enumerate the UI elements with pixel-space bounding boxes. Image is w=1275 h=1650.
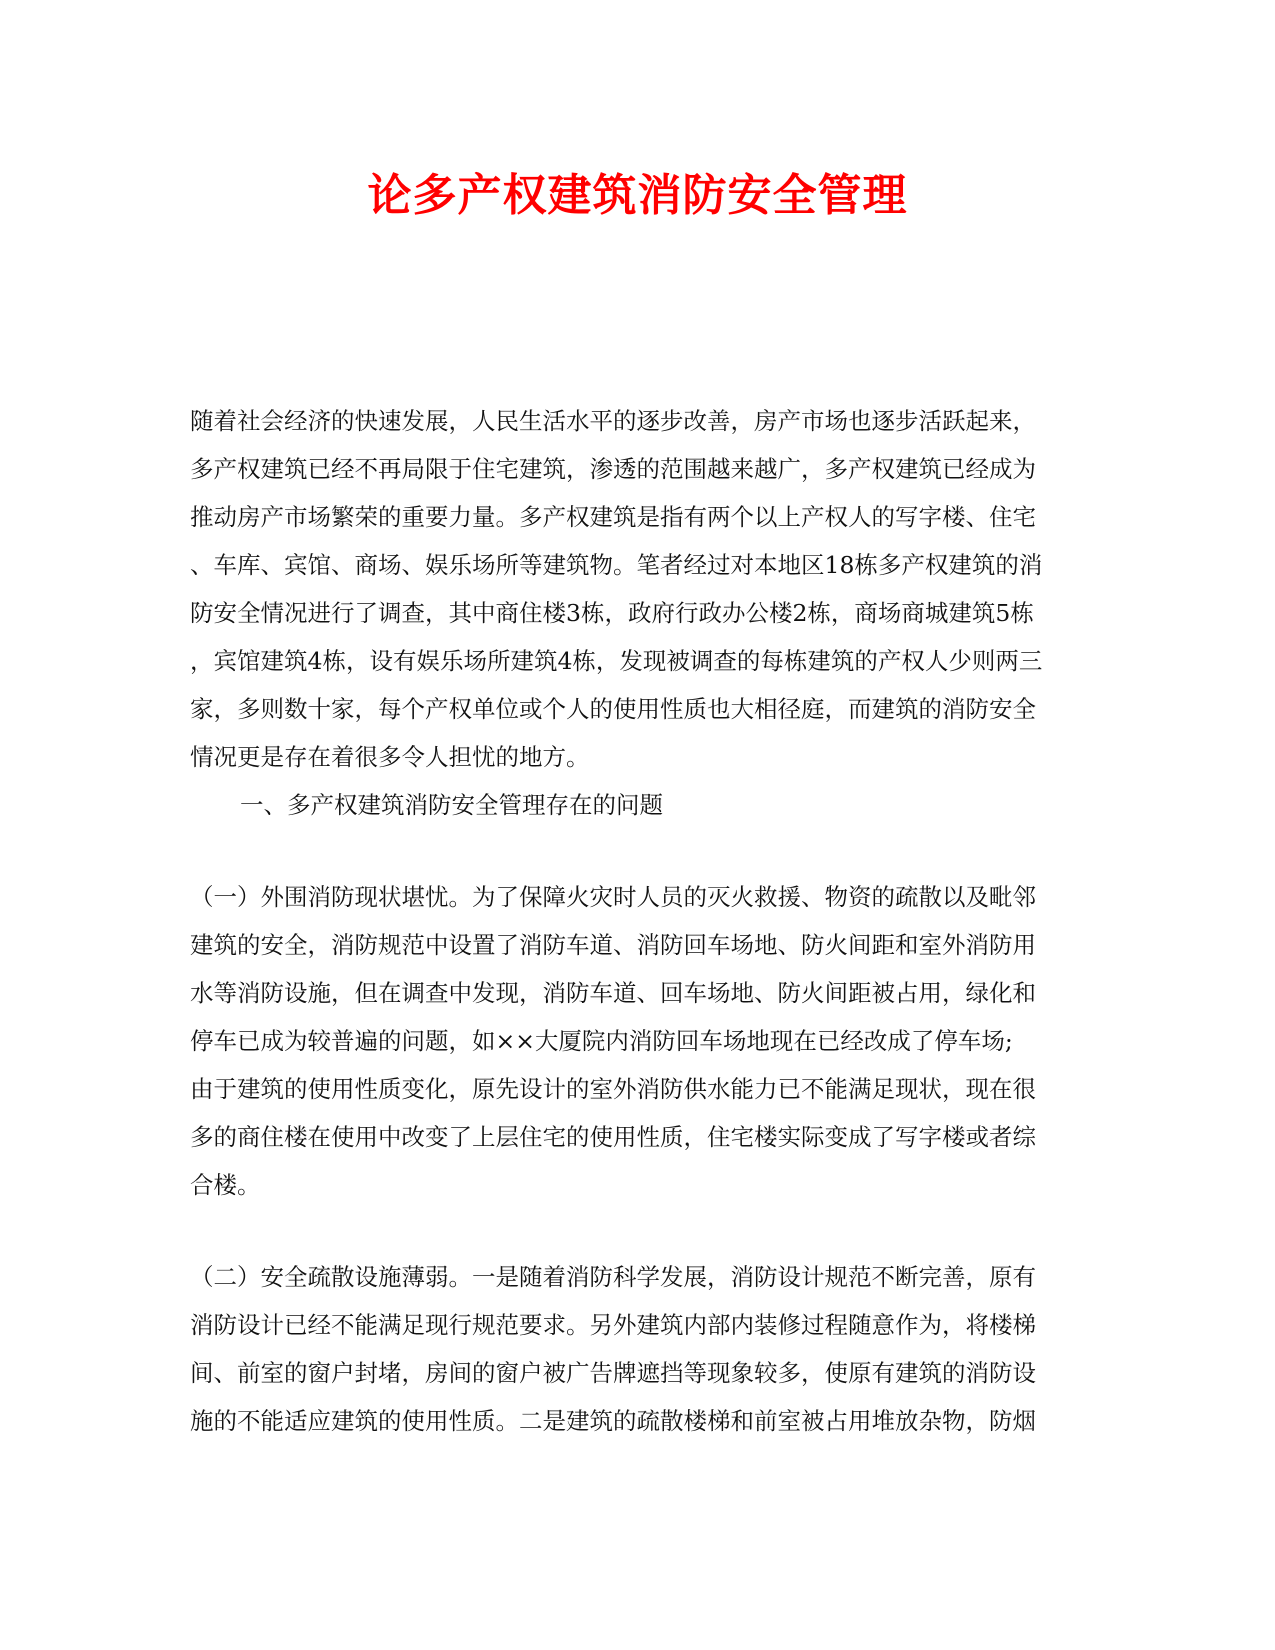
text-line: ，宾馆建筑4栋，设有娱乐场所建筑4栋，发现被调查的每栋建筑的产权人少则两三 — [190, 647, 1043, 675]
text-line: 情况更是存在着很多令人担忧的地方。 — [190, 743, 590, 771]
text-line: 多的商住楼在使用中改变了上层住宅的使用性质，住宅楼实际变成了写字楼或者综 — [190, 1123, 1036, 1151]
document-title: 论多产权建筑消防安全管理 — [367, 170, 908, 221]
text-line: 合楼。 — [190, 1171, 261, 1199]
text-line: 停车已成为较普遍的问题，如××大厦院内消防回车场地现在已经改成了停车场; — [190, 1027, 1013, 1055]
text-line: 施的不能适应建筑的使用性质。二是建筑的疏散楼梯和前室被占用堆放杂物，防烟 — [190, 1407, 1036, 1435]
text-line: （一）外围消防现状堪忧。为了保障火灾时人员的灭火救援、物资的疏散以及毗邻 — [190, 883, 1036, 911]
text-line: 建筑的安全，消防规范中设置了消防车道、消防回车场地、防火间距和室外消防用 — [190, 931, 1036, 959]
text-line: 家，多则数十家，每个产权单位或个人的使用性质也大相径庭，而建筑的消防安全 — [190, 695, 1036, 723]
text-line: 多产权建筑已经不再局限于住宅建筑，渗透的范围越来越广，多产权建筑已经成为 — [190, 455, 1036, 483]
text-line: （二）安全疏散设施薄弱。一是随着消防科学发展，消防设计规范不断完善，原有 — [190, 1263, 1036, 1291]
text-line: 水等消防设施，但在调查中发现，消防车道、回车场地、防火间距被占用，绿化和 — [190, 979, 1036, 1007]
text-line: 防安全情况进行了调查，其中商住楼3栋，政府行政办公楼2栋，商场商城建筑5栋 — [190, 599, 1034, 627]
text-line: 随着社会经济的快速发展，人民生活水平的逐步改善，房产市场也逐步活跃起来， — [190, 407, 1036, 435]
text-line: 、车库、宾馆、商场、娱乐场所等建筑物。笔者经过对本地区18栋多产权建筑的消 — [190, 551, 1043, 579]
text-line: 由于建筑的使用性质变化，原先设计的室外消防供水能力已不能满足现状，现在很 — [190, 1075, 1036, 1103]
section-heading: 一、多产权建筑消防安全管理存在的问题 — [240, 791, 663, 819]
text-line: 消防设计已经不能满足现行规范要求。另外建筑内部内装修过程随意作为，将楼梯 — [190, 1311, 1036, 1339]
text-line: 推动房产市场繁荣的重要力量。多产权建筑是指有两个以上产权人的写字楼、住宅 — [190, 503, 1036, 531]
text-line: 间、前室的窗户封堵，房间的窗户被广告牌遮挡等现象较多，使原有建筑的消防设 — [190, 1359, 1036, 1387]
